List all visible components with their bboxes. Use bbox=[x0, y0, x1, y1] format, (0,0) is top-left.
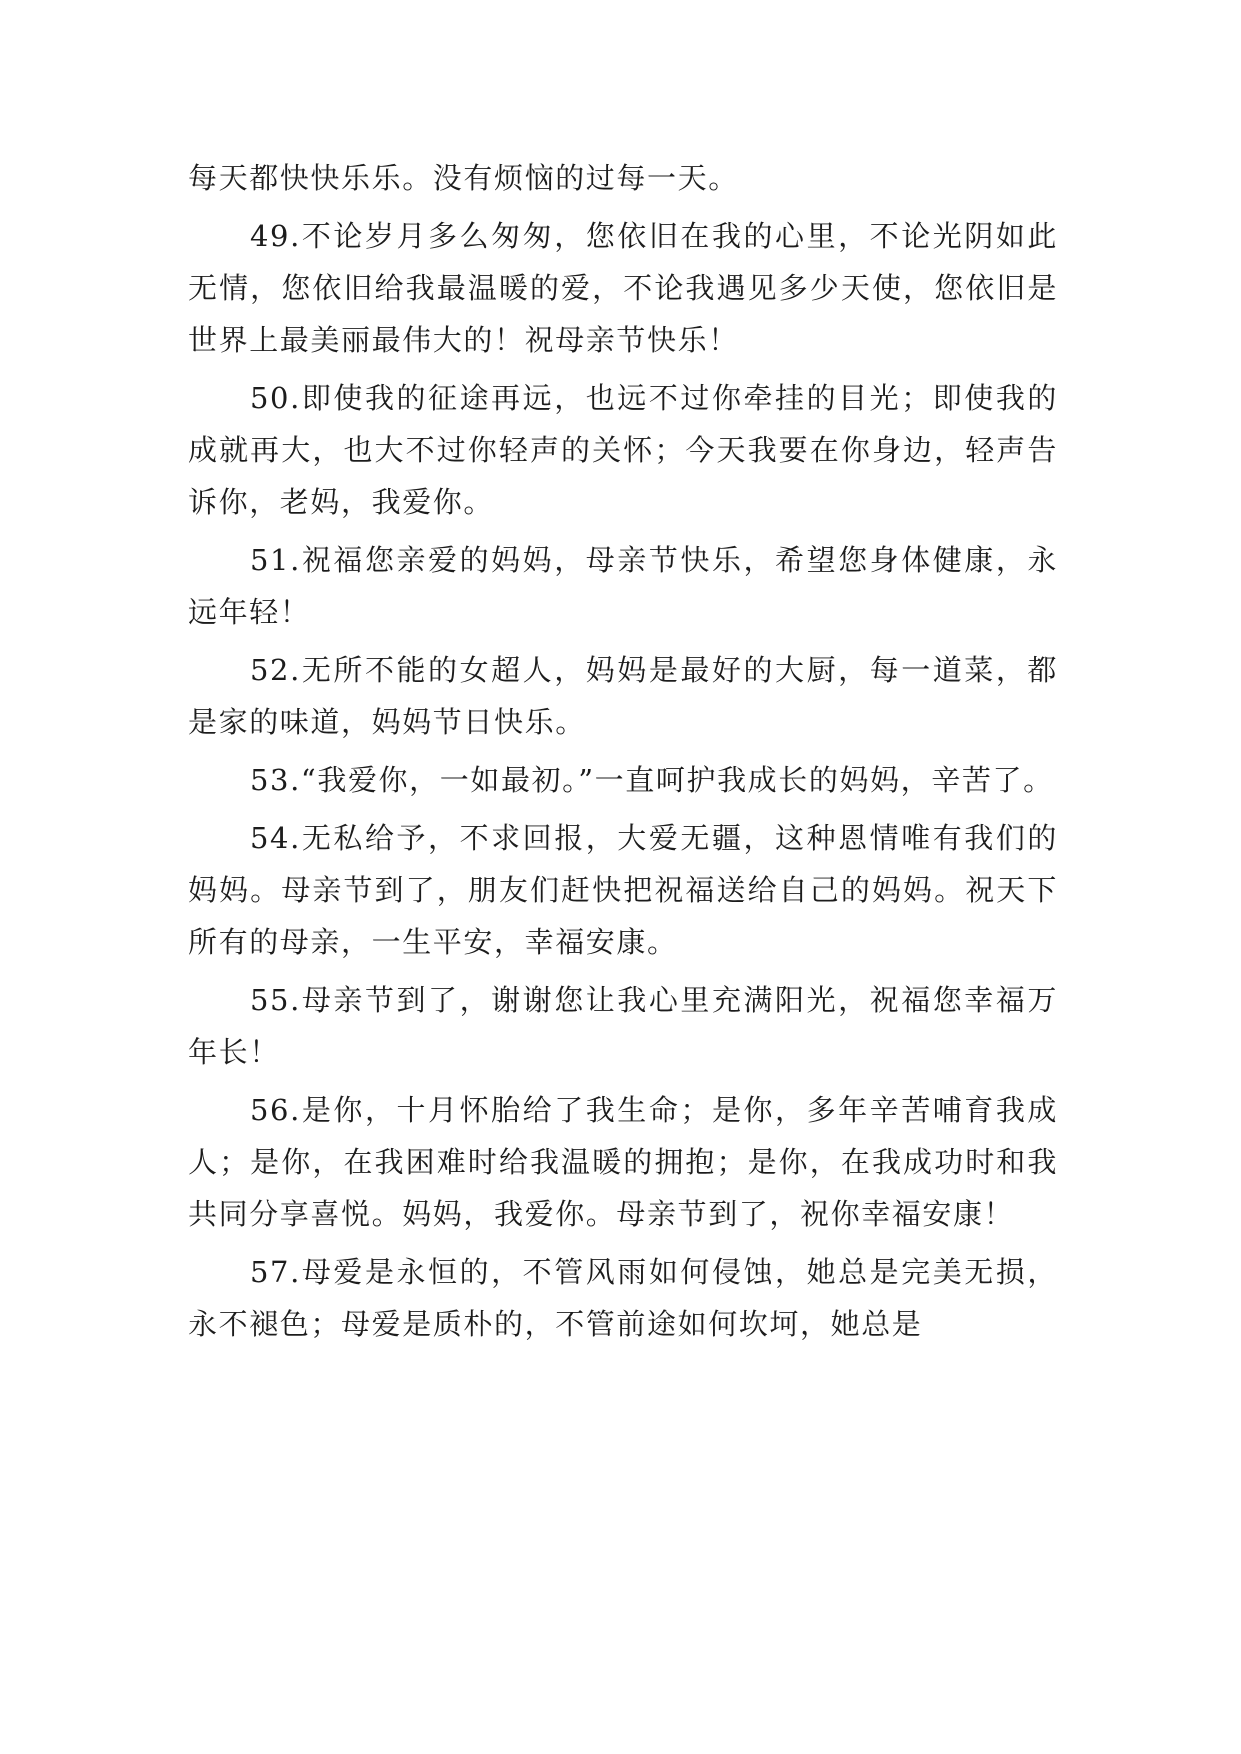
document-body bbox=[188, 152, 1058, 1356]
paragraph-50: 50.即使我的征途再远，也远不过你牵挂的目光；即使我的成就再大，也大不过你轻声的关怀；今天我要在你身边，轻声告诉你，老妈，我爱你。 bbox=[188, 381, 1058, 519]
paragraph-55: 55.母亲节到了，谢谢您让我心里充满阳光，祝福您幸福万年长！ bbox=[188, 983, 1058, 1069]
paragraph-51: 51.祝福您亲爱的妈妈，母亲节快乐，希望您身体健康，永远年轻！ bbox=[188, 543, 1058, 629]
paragraph-54: 54.无私给予，不求回报，大爱无疆，这种恩情唯有我们的妈妈。母亲节到了，朋友们赶快把祝福送给自己的妈妈。祝天下所有的母亲，一生平安，幸福安康。 bbox=[188, 821, 1058, 959]
paragraph-52: 52.无所不能的女超人，妈妈是最好的大厨，每一道菜，都是家的味道，妈妈节日快乐。 bbox=[188, 653, 1058, 739]
paragraph-53: 53.“我爱你，一如最初。”一直呵护我成长的妈妈，辛苦了。 bbox=[250, 763, 1054, 797]
paragraph-57: 57.母爱是永恒的，不管风雨如何侵蚀，她总是完美无损，永不褪色；母爱是质朴的，不管前途如何坎坷，她总是 bbox=[188, 1255, 1058, 1341]
paragraph-49: 49.不论岁月多么匆匆，您依旧在我的心里，不论光阴如此无情，您依旧给我最温暖的爱，不论我遇见多少天使，您依旧是世界上最美丽最伟大的！祝母亲节快乐！ bbox=[188, 219, 1058, 357]
paragraph-continuation: 每天都快快乐乐。没有烦恼的过每一天。 bbox=[188, 161, 739, 195]
paragraph-56: 56.是你，十月怀胎给了我生命；是你，多年辛苦哺育我成人；是你，在我困难时给我温暖的拥抱；是你，在我成功时和我共同分享喜悦。妈妈，我爱你。母亲节到了，祝你幸福安康！ bbox=[188, 1093, 1058, 1231]
